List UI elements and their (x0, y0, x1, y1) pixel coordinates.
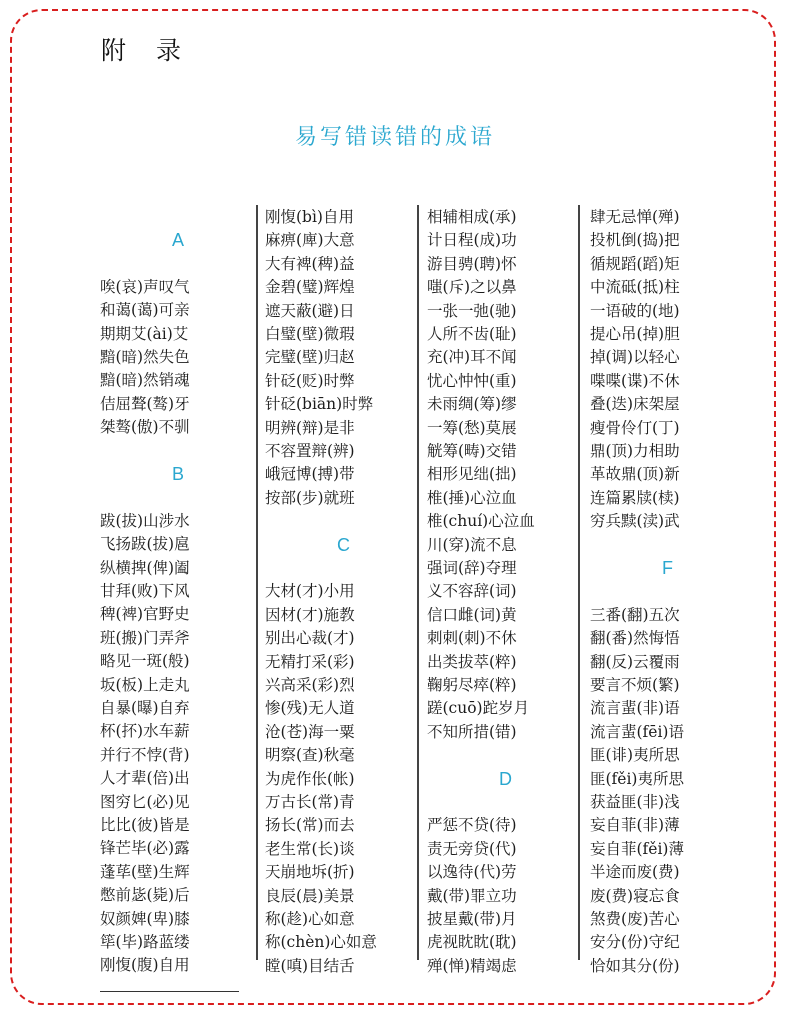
idiom-entry: 黯(暗)然销魂 (100, 371, 190, 390)
column-divider (417, 205, 419, 960)
idiom-entry: 提心吊(掉)胆 (590, 325, 680, 343)
idiom-entry: 飞扬跋(拔)扈 (100, 535, 190, 554)
idiom-entry: 掉(调)以轻心 (590, 348, 680, 367)
idiom-entry: 殚(惮)精竭虑 (427, 956, 517, 975)
idiom-entry: 一语破的(地) (590, 301, 680, 320)
idiom-entry: 流言蜚(非)语 (590, 699, 680, 718)
idiom-entry: 鼎(顶)力相助 (590, 442, 680, 460)
idiom-entry: 翻(番)然悔悟 (590, 629, 680, 648)
column-divider (256, 205, 258, 960)
idiom-entry: 比比(彼)皆是 (100, 816, 190, 834)
idiom-entry: 信口雌(词)黄 (427, 605, 517, 624)
idiom-entry: 明察(查)秋毫 (265, 746, 355, 765)
idiom-entry: 无精打采(彩) (265, 652, 355, 671)
idiom-entry: 一张一弛(驰) (427, 301, 517, 320)
idiom-entry: 废(费)寝忘食 (590, 886, 680, 905)
idiom-entry: 妄自菲(fěi)薄 (590, 839, 684, 858)
section-letter-heading: D (499, 768, 512, 789)
idiom-entry: 安分(份)守纪 (590, 933, 680, 952)
idiom-entry: 匪(诽)夷所思 (590, 746, 680, 765)
idiom-entry: 黯(暗)然失色 (100, 348, 190, 366)
idiom-entry: 麻痹(庳)大意 (265, 231, 355, 250)
idiom-entry: 匪(fěi)夷所思 (590, 769, 684, 788)
idiom-entry: 获益匪(非)浅 (590, 793, 680, 811)
idiom-entry: 披星戴(带)月 (427, 910, 517, 928)
idiom-entry: 大材(才)小用 (265, 582, 355, 601)
idiom-entry: 人所不齿(耻) (427, 325, 517, 343)
idiom-entry: 坂(板)上走丸 (100, 675, 190, 694)
idiom-entry: 三番(翻)五次 (590, 605, 680, 624)
idiom-entry: 跋(拔)山涉水 (100, 511, 190, 530)
section-letter-heading: C (337, 534, 350, 555)
section-letter-heading: F (662, 558, 673, 578)
idiom-entry: 觥筹(畴)交错 (427, 442, 517, 460)
idiom-entry: 瞠(嗔)目结舌 (265, 956, 355, 975)
idiom-entry: 椎(捶)心泣血 (427, 488, 517, 507)
idiom-entry: 循规蹈(蹈)矩 (590, 254, 680, 273)
idiom-entry: 川(穿)流不息 (427, 535, 517, 554)
idiom-entry: 革故鼎(顶)新 (590, 465, 680, 484)
idiom-entry: 佶屈聱(骜)牙 (100, 394, 190, 413)
idiom-entry: 纵横捭(俾)阖 (100, 558, 190, 577)
idiom-entry: 虎视眈眈(耽) (427, 933, 517, 952)
idiom-entry: 煞费(废)苦心 (590, 910, 680, 928)
idiom-entry: 唉(哀)声叹气 (100, 277, 190, 296)
idiom-entry: 瘦骨伶仃(丁) (590, 418, 680, 437)
idiom-entry: 喋喋(谍)不休 (590, 371, 680, 390)
idiom-entry: 杯(抔)水车薪 (100, 722, 190, 741)
idiom-entry: 严惩不贷(待) (427, 816, 517, 835)
idiom-entry: 责无旁贷(代) (427, 839, 517, 858)
idiom-entry: 期期艾(ài)艾 (100, 324, 189, 343)
idiom-entry: 良辰(晨)美景 (265, 886, 355, 905)
section-title: 易写错读错的成语 (294, 125, 495, 150)
section-letter-heading: B (172, 464, 185, 484)
idiom-entry: 自暴(曝)自弃 (100, 699, 190, 717)
idiom-entry: 未雨绸(筹)缪 (427, 395, 517, 414)
idiom-entry: 甘拜(败)下风 (100, 582, 190, 600)
idiom-entry: 流言蜚(fēi)语 (590, 722, 684, 741)
idiom-entry: 肆无忌惮(殚) (590, 208, 680, 226)
idiom-entry: 老生常(长)谈 (265, 839, 355, 858)
idiom-entry: 因材(才)施教 (265, 605, 355, 624)
idiom-entry: 人才辈(倍)出 (100, 769, 190, 788)
idiom-entry: 投机倒(捣)把 (590, 231, 680, 250)
idiom-entry: 班(搬)门弄斧 (100, 628, 190, 647)
idiom-entry: 椎(chuí)心泣血 (427, 512, 535, 531)
idiom-entry: 并行不悖(背) (100, 745, 190, 764)
idiom-entry: 金碧(璧)辉煌 (265, 278, 355, 297)
idiom-entry: 要言不烦(繁) (590, 676, 680, 694)
idiom-entry: 兴高采(彩)烈 (265, 676, 355, 694)
idiom-entry: 以逸待(代)劳 (427, 863, 517, 882)
idiom-entry: 相辅相成(承) (427, 208, 517, 226)
idiom-entry: 穷兵黩(渎)武 (590, 512, 680, 531)
idiom-entry: 忧心忡忡(重) (427, 371, 517, 390)
idiom-entry: 称(趁)心如意 (265, 910, 355, 928)
idiom-entry: 称(chèn)心如意 (265, 933, 377, 952)
idiom-entry: 刺刺(刺)不休 (427, 629, 517, 648)
idiom-entry: 奴颜婢(卑)膝 (100, 909, 190, 928)
idiom-entry: 充(冲)耳不闻 (427, 348, 517, 367)
idiom-entry: 恰如其分(份) (590, 956, 680, 975)
idiom-entry: 连篇累牍(椟) (590, 488, 680, 507)
idiom-entry: 蓬荜(壁)生辉 (100, 862, 190, 881)
idiom-entry: 为虎作伥(帐) (265, 769, 355, 788)
idiom-entry: 强词(辞)夺理 (427, 559, 517, 577)
idiom-entry: 憋前毖(毙)后 (100, 886, 190, 905)
idiom-entry: 沧(苍)海一粟 (265, 722, 355, 741)
appendix-title: 附录 (101, 36, 212, 65)
footer-rule (100, 991, 239, 992)
idiom-entry: 明辨(辩)是非 (265, 418, 355, 437)
idiom-entry: 略见一斑(般) (100, 652, 190, 671)
idiom-entry: 万古长(常)青 (265, 793, 355, 811)
idiom-entry: 嗤(斥)之以鼻 (427, 278, 517, 297)
idiom-entry: 和蔼(蔼)可亲 (100, 301, 190, 320)
idiom-entry: 大有裨(稗)益 (265, 254, 355, 273)
section-letter-heading: A (172, 230, 185, 250)
idiom-entry: 桀骜(傲)不驯 (100, 418, 190, 437)
idiom-entry: 蹉(cuō)跎岁月 (427, 699, 530, 718)
idiom-entry: 惨(残)无人道 (265, 699, 355, 718)
idiom-entry: 图穷匕(必)见 (100, 792, 190, 811)
idiom-entry: 不容置辩(辨) (265, 442, 355, 460)
idiom-entry: 游目骋(聘)怀 (427, 254, 517, 273)
idiom-entry: 别出心裁(才) (265, 629, 355, 648)
idiom-entry: 一筹(愁)莫展 (427, 418, 517, 437)
idiom-entry: 按部(步)就班 (265, 488, 355, 507)
idiom-entry: 白璧(壁)微瑕 (265, 325, 355, 343)
idiom-entry: 稗(裨)官野史 (100, 605, 190, 624)
idiom-entry: 锋芒毕(必)露 (100, 839, 190, 858)
idiom-entry: 中流砥(抵)柱 (590, 278, 680, 297)
idiom-entry: 半途而废(费) (590, 863, 680, 882)
idiom-entry: 针砭(贬)时弊 (265, 371, 355, 390)
idiom-entry: 不知所措(错) (427, 722, 517, 741)
idiom-entry: 妄自菲(非)薄 (590, 816, 680, 835)
idiom-entry: 翻(反)云覆雨 (590, 652, 680, 671)
column-divider (578, 205, 580, 960)
idiom-entry: 戴(带)罪立功 (427, 886, 517, 905)
idiom-entry: 计日程(成)功 (427, 231, 517, 250)
idiom-entry: 出类拔萃(粹) (427, 652, 517, 671)
idiom-entry: 扬长(常)而去 (265, 816, 355, 835)
idiom-entry: 遮天蔽(避)日 (265, 301, 355, 320)
idiom-entry: 针砭(biān)时弊 (265, 395, 374, 414)
idiom-entry: 刚愎(bì)自用 (265, 208, 354, 226)
idiom-entry: 完璧(壁)归赵 (265, 348, 355, 367)
idiom-entry: 天崩地坼(折) (265, 863, 355, 882)
idiom-entry: 刚愎(腹)自用 (100, 956, 190, 975)
idiom-entry: 相形见绌(拙) (427, 465, 517, 484)
idiom-entry: 筚(毕)路蓝缕 (100, 933, 190, 951)
idiom-entry: 叠(迭)床架屋 (590, 395, 680, 414)
idiom-entry: 义不容辞(词) (427, 582, 517, 601)
idiom-entry: 鞠躬尽瘁(粹) (427, 676, 517, 694)
idiom-entry: 峨冠博(搏)带 (265, 465, 355, 484)
